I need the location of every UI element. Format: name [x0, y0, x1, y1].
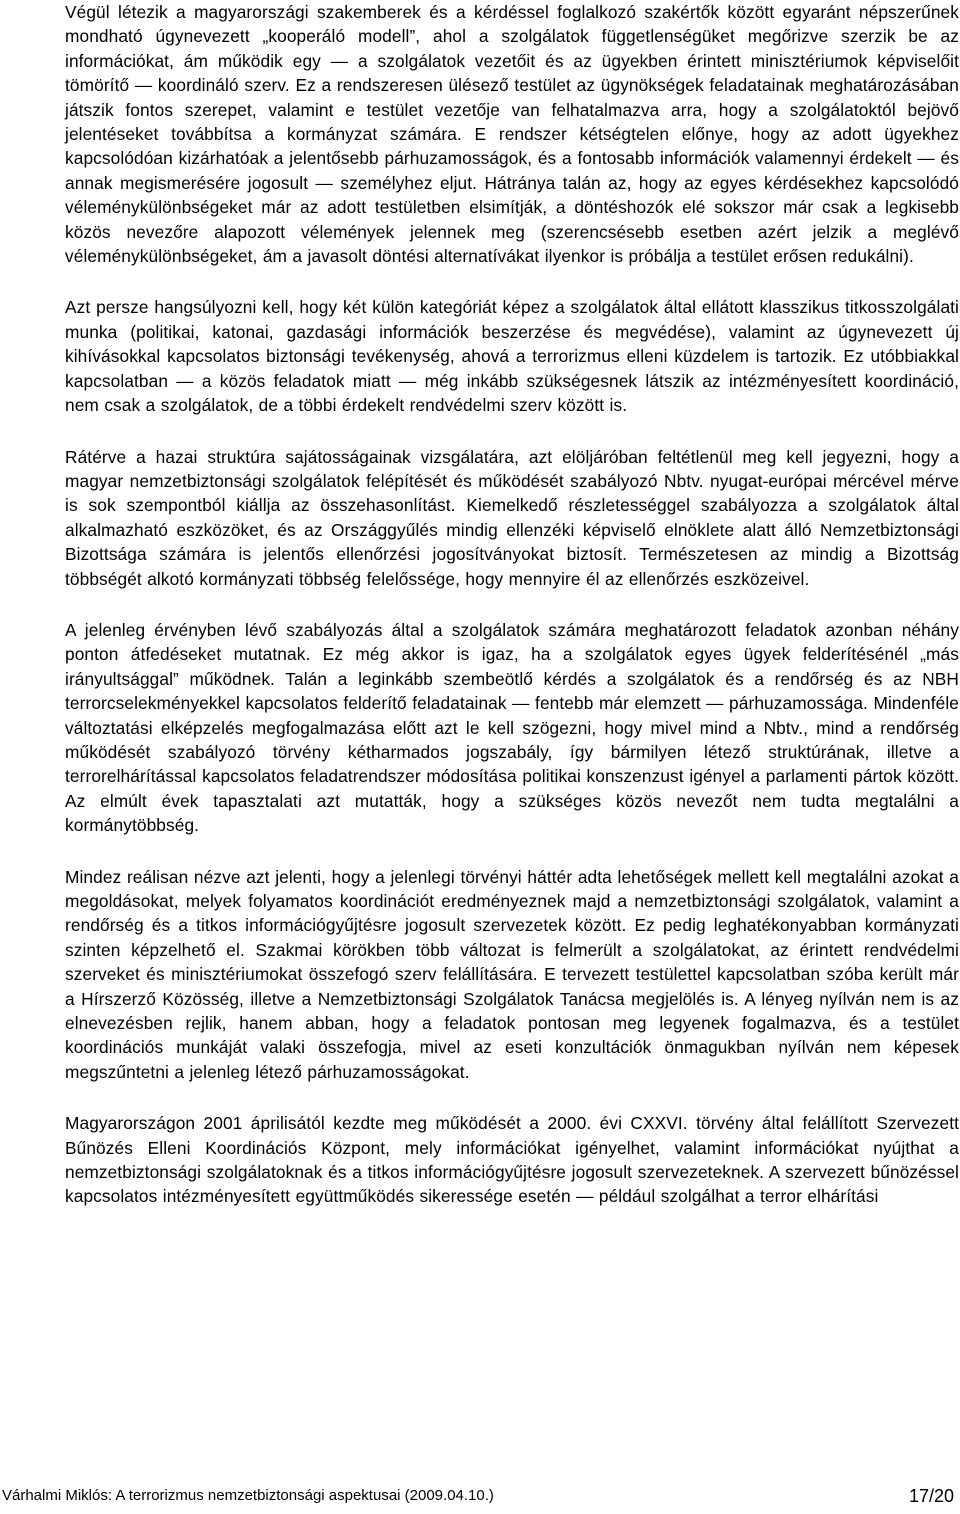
- paragraph: Mindez reálisan nézve azt jelenti, hogy a jelenlegi törvényi háttér adta lehetőségek mellett kell megtalálni azokat a megoldásokat, melyek folyamatos koordinációt eredményeznek majd a nemzetbiztonsági szolgálatok, valamint a rendőrség és a titkos információgyűjtésre jogosult szervezetek között. Ez pedig leghatékonyabban kormányzati szinten képzelhető el. Szakmai körökben több változat is felmerült a szolgálatokat, az érintett rendvédelmi szerveket és minisztériumokat összefogó szerv felállítására. E tervezett testülettel kapcsolatban szóba került már a Hírszerző Közösség, illetve a Nemzetbiztonsági Szolgálatok Tanácsa megjelölés is. A lényeg nyílván nem is az elnevezésben rejlik, hanem abban, hogy a feladatok pontosan meg legyenek fogalmazva, és a testület koordinációs munkáját valaki összefogja, mivel az eseti konzultációk önmagukban nyílván nem képesek megszűntetni a jelenleg létező párhuzamosságokat.: [65, 866, 959, 1082]
- footer-source: Várhalmi Miklós: A terrorizmus nemzetbiztonsági aspektusai (2009.04.10.): [2, 1487, 494, 1504]
- paragraph: A jelenleg érvényben lévő szabályozás által a szolgálatok számára meghatározott feladatok azonban néhány ponton átfedéseket mutatnak. Ez még akkor is igaz, ha a szolgálatok egyes ügyek felderítésénél „más irányultsággal” működnek. Talán a leginkább szembeötlő kérdés a szolgálatok és a rendőrség és az NBH terrorcselekményekkel kapcsolatos felderítő feladatainak — fentebb már elemzett — párhuzamossága. Mindenféle változtatási elképzelés megfogalmazása előtt azt le kell szögezni, hogy mivel mind a Nbtv., mind a rendőrség működését szabályozó törvény kétharmados jogszabály, így bármilyen létező struktúrának, illetve a terrorelhárítással kapcsolatos feladatrendszer módosítása politikai konszenzust igényel a parlamenti pártok között. Az elmúlt évek tapasztalati azt mutatták, hogy a szükséges közös nevezőt nem tudta megtalálni a kormánytöbbség.: [65, 619, 959, 836]
- page-footer: [0, 1486, 958, 1506]
- page-number: 17/20: [908, 1486, 954, 1506]
- paragraph: Azt persze hangsúlyozni kell, hogy két külön kategóriát képez a szolgálatok által ellátott klasszikus titkosszolgálati munka (politikai, katonai, gazdasági információk beszerzése és megvédése), valamint az úgynevezett új kihívásokkal kapcsolatos biztonsági tevékenység, ahová a terrorizmus elleni küzdelem is tartozik. Ez utóbbiakkal kapcsolatban — a közös feladatok miatt — még inkább szükségesnek látszik az intézményesített koordináció, nem csak a szolgálatok, de a többi érdekelt rendvédelmi szerv között is.: [65, 297, 959, 416]
- paragraph: Rátérve a hazai struktúra sajátosságainak vizsgálatára, azt elöljáróban feltétlenül meg kell jegyezni, hogy a magyar nemzetbiztonsági szolgálatok felépítését és működését szabályozó Nbtv. nyugat-európai mércével mérve is sok szempontból kiállja az összehasonlítást. Kiemelkedő részletességgel szabályozza a szolgálatok által alkalmazható eszközöket, és az Országgyűlés mindig ellenzéki képviselő elnöklete alatt álló Nemzetbiztonsági Bizottsága számára is jelentős ellenőrzési jogosítványokat biztosít. Természetesen az mindig a Bizottság többségét alkotó kormányzati többség felelőssége, hogy mennyire él az ellenőrzés eszközeivel.: [65, 446, 959, 589]
- document-body: [65, 0, 959, 1209]
- paragraph: Végül létezik a magyarországi szakemberek és a kérdéssel foglalkozó szakértők között egyaránt népszerűnek mondható úgynevezett „kooperáló modell”, ahol a szolgálatok függetlenségüket megőrizve szerzik be az információkat, ám működik egy — a szolgálatok vezetőit és az ügyekben érintett minisztériumok képviselőit tömörítő — koordináló szerv. Ez a rendszeresen ülésező testület az ügynökségek feladatainak meghatározásában játszik fontos szerepet, valamint e testület vezetője van felhatalmazva arra, hogy a szolgálatoktól bejövő jelentéseket továbbítsa a kormányzat számára. E rendszer kétségtelen előnye, hogy az adott ügyekhez kapcsolódóan kizárhatóak a jelentősebb párhuzamosságok, és a fontosabb információk valamennyi érdekelt — és annak megismerésére jogosult — személyhez eljut. Hátránya talán az, hogy az egyes kérdésekhez kapcsolódó véleménykülönbségeket már az adott testületben elsimítják, a döntéshozók elé sokszor már csak a legkisebb közös nevezőre alapozott vélemények jelennek meg (szerencsésebb esetben azért jelzik a meglévő véleménykülönbségeket, ám a javasolt döntési alternatívákat ilyenkor is próbálja a testület erősen redukálni).: [65, 2, 959, 267]
- paragraph: Magyarországon 2001 áprilisától kezdte meg működését a 2000. évi CXXVI. törvény által felállított Szervezett Bűnözés Elleni Koordinációs Központ, mely információkat igényelhet, valamint információkat nyújthat a nemzetbiztonsági szolgálatoknak és a titkos információgyűjtésre jogosult szervezeteknek. A szervezett bűnözéssel kapcsolatos intézményesített együttműködés sikeressége esetén — például szolgálhat a terror elhárítási: [65, 1113, 959, 1207]
